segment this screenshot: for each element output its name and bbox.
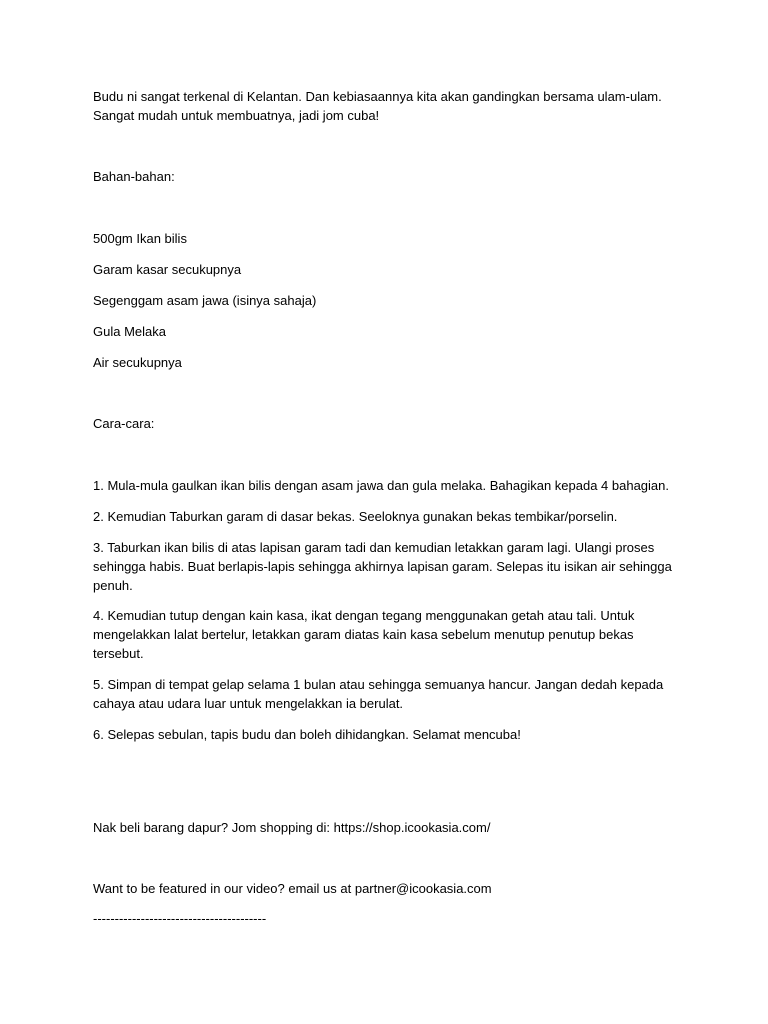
ingredient-item: Garam kasar secukupnya xyxy=(93,262,242,277)
intro-paragraph: Budu ni sangat terkenal di Kelantan. Dan kebiasaannya kita akan gandingkan bersama ulam-ulam. Sangat mudah untuk membuatnya, jadi jom cuba! xyxy=(93,89,662,123)
step-item: 6. Selepas sebulan, tapis budu dan boleh dihidangkan. Selamat mencuba! xyxy=(93,727,521,742)
ingredient-item: Segenggam asam jawa (isinya sahaja) xyxy=(93,293,317,308)
step-item: 1. Mula-mula gaulkan ikan bilis dengan asam jawa dan gula melaka. Bahagikan kepada 4 bahagian. xyxy=(93,478,669,493)
step-item: 5. Simpan di tempat gelap selama 1 bulan atau sehingga semuanya hancur. Jangan dedah kepada cahaya atau udara luar untuk mengelakkan ia berulat. xyxy=(93,677,664,711)
ingredient-item: Gula Melaka xyxy=(93,324,166,339)
ingredients-heading: Bahan-bahan: xyxy=(93,169,175,184)
featured-line: Want to be featured in our video? email us at partner@icookasia.com xyxy=(93,881,492,896)
ingredient-item: Air secukupnya xyxy=(93,355,182,370)
step-item: 3. Taburkan ikan bilis di atas lapisan garam tadi dan kemudian letakkan garam lagi. Ulangi proses sehingga habis. Buat berlapis-lapis sehingga akhirnya lapisan garam. Selepas itu isikan air sehingga penuh. xyxy=(93,540,672,593)
ingredient-item: 500gm Ikan bilis xyxy=(93,231,187,246)
divider-line: ---------------------------------------- xyxy=(93,911,267,926)
step-item: 4. Kemudian tutup dengan kain kasa, ikat dengan tegang menggunakan getah atau tali. Untuk mengelakkan lalat bertelur, letakkan garam diatas kain kasa sebelum menutup penutup bekas tersebut. xyxy=(93,608,635,661)
shop-line: Nak beli barang dapur? Jom shopping di: https://shop.icookasia.com/ xyxy=(93,820,491,835)
steps-heading: Cara-cara: xyxy=(93,416,155,431)
step-item: 2. Kemudian Taburkan garam di dasar bekas. Seeloknya gunakan bekas tembikar/porselin. xyxy=(93,509,618,524)
